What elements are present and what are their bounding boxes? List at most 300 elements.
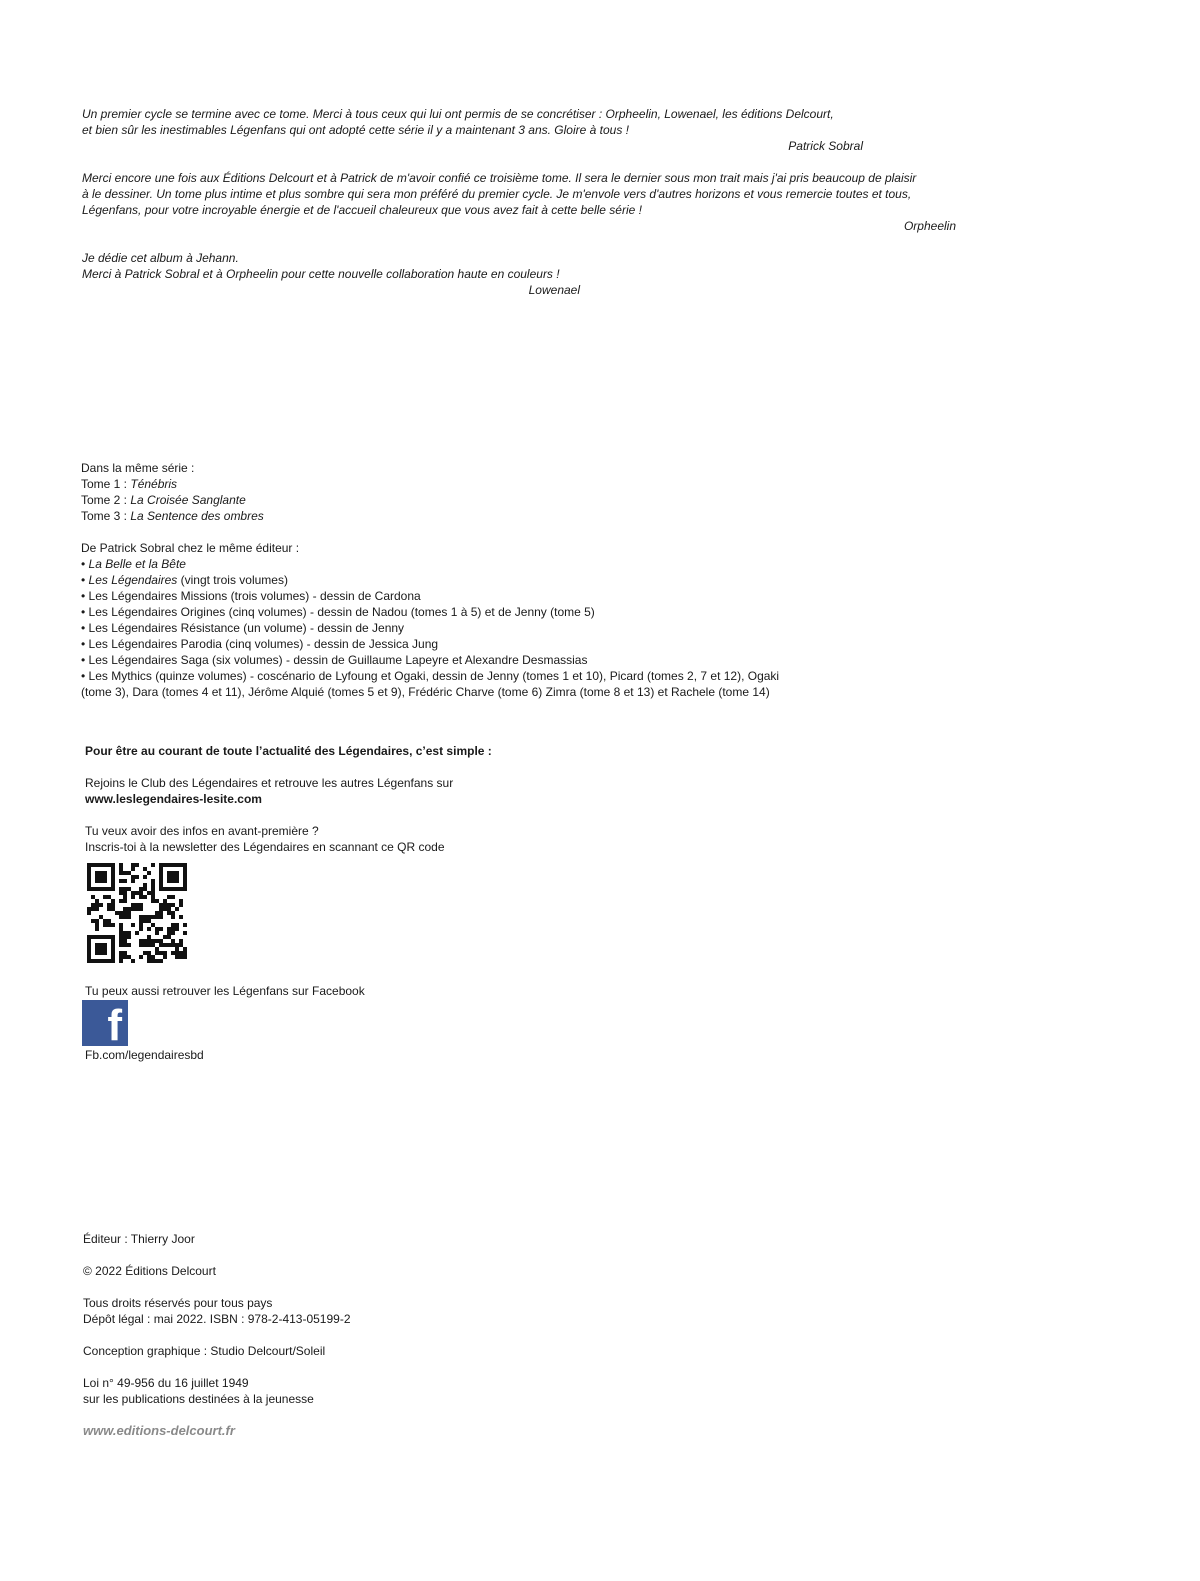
qr-module (103, 879, 107, 883)
qr-module (103, 923, 107, 927)
qr-module (131, 895, 135, 899)
qr-module (175, 947, 179, 951)
qr-module (135, 863, 139, 867)
qr-module (167, 863, 171, 867)
qr-module (87, 955, 91, 959)
works-item (81, 588, 779, 604)
qr-module (151, 915, 155, 919)
bullet: • (81, 653, 89, 667)
qr-module (111, 887, 115, 891)
qr-module (143, 939, 147, 943)
qr-module (107, 959, 111, 963)
qr-module (175, 879, 179, 883)
qr-module (179, 943, 183, 947)
qr-module (139, 955, 143, 959)
qr-module (147, 943, 151, 947)
qr-module (171, 863, 175, 867)
qr-module (103, 875, 107, 879)
qr-module (139, 891, 143, 895)
qr-module (167, 943, 171, 947)
qr-module (107, 903, 111, 907)
qr-module (171, 943, 175, 947)
qr-module (175, 927, 179, 931)
qr-module (111, 867, 115, 871)
qr-module (99, 871, 103, 875)
qr-module (119, 871, 123, 875)
qr-module (111, 899, 115, 903)
qr-module (147, 951, 151, 955)
work-detail: (vingt trois volumes) (177, 573, 288, 587)
dedication-line: à le dessiner. Un tome plus intime et plus sombre qui sera mon préféré du premier cycle. Je m'envole vers d'autres horizons et vous remercie toutes et tous, (82, 187, 912, 201)
bullet: • (81, 589, 89, 603)
qr-module (111, 943, 115, 947)
qr-code-graphic (87, 863, 187, 963)
qr-module (183, 947, 187, 951)
qr-module (119, 891, 123, 895)
colophon-law: Loi n° 49-956 du 16 juillet 1949 (83, 1376, 249, 1390)
qr-module (111, 951, 115, 955)
qr-module (123, 887, 127, 891)
qr-module (171, 911, 175, 915)
qr-module (127, 907, 131, 911)
qr-module (147, 939, 151, 943)
qr-module (159, 871, 163, 875)
qr-module (171, 951, 175, 955)
qr-module (179, 915, 183, 919)
qr-module (123, 891, 127, 895)
qr-module (95, 871, 99, 875)
qr-module (131, 879, 135, 883)
qr-module (95, 887, 99, 891)
qr-module (87, 939, 91, 943)
qr-module (119, 959, 123, 963)
qr-module (103, 863, 107, 867)
qr-module (91, 903, 95, 907)
club-website-link[interactable]: www.leslegendaires-lesite.com (85, 792, 262, 806)
qr-module (163, 899, 167, 903)
qr-module (159, 883, 163, 887)
qr-module (87, 943, 91, 947)
qr-module (167, 931, 171, 935)
qr-module (179, 903, 183, 907)
work-detail: Les Légendaires Parodia (cinq volumes) - dessin de Jessica Jung (88, 637, 439, 651)
qr-module (107, 907, 111, 911)
colophon-law: sur les publications destinées à la jeunesse (83, 1392, 314, 1406)
qr-module (131, 903, 135, 907)
qr-module (155, 911, 159, 915)
qr-module (119, 931, 123, 935)
qr-module (179, 955, 183, 959)
qr-module (111, 959, 115, 963)
qr-module (175, 907, 179, 911)
qr-module (155, 899, 159, 903)
qr-module (175, 943, 179, 947)
qr-module (159, 875, 163, 879)
qr-module (179, 951, 183, 955)
qr-module (151, 943, 155, 947)
work-detail: Les Légendaires Saga (six volumes) - dessin de Guillaume Lapeyre et Alexandre Desmassias (88, 653, 588, 667)
qr-module (151, 887, 155, 891)
spacer (83, 1279, 351, 1295)
qr-module (175, 875, 179, 879)
works-item (81, 572, 779, 588)
spacer (83, 1359, 351, 1375)
qr-module (175, 951, 179, 955)
works-item (81, 556, 779, 572)
tome-title: La Croisée Sanglante (130, 493, 246, 507)
qr-module (111, 955, 115, 959)
qr-module (155, 927, 159, 931)
qr-module (171, 903, 175, 907)
qr-module (183, 883, 187, 887)
qr-module (135, 891, 139, 895)
qr-module (159, 911, 163, 915)
qr-module (159, 915, 163, 919)
qr-module (147, 935, 151, 939)
qr-module (95, 923, 99, 927)
qr-module (91, 895, 95, 899)
qr-module (143, 915, 147, 919)
qr-module (87, 959, 91, 963)
signature-lowenael: Lowenael (528, 283, 580, 297)
bullet: • (81, 669, 89, 683)
qr-module (159, 879, 163, 883)
qr-module (127, 871, 131, 875)
works-item (81, 652, 779, 668)
qr-module (143, 883, 147, 887)
qr-module (111, 883, 115, 887)
qr-module (171, 879, 175, 883)
qr-module (123, 911, 127, 915)
series-tome (81, 492, 264, 508)
qr-module (95, 879, 99, 883)
qr-module (95, 959, 99, 963)
qr-module (167, 879, 171, 883)
qr-module (159, 959, 163, 963)
tome-label: Tome 2 : (81, 493, 131, 507)
qr-module (123, 895, 127, 899)
qr-module (183, 951, 187, 955)
qr-module (119, 863, 123, 867)
qr-module (167, 903, 171, 907)
colophon-copyright: © 2022 Éditions Delcourt (83, 1264, 216, 1278)
qr-module (127, 887, 131, 891)
qr-module (163, 951, 167, 955)
qr-module (163, 943, 167, 947)
bullet: • (81, 621, 89, 635)
qr-module (111, 935, 115, 939)
qr-module (175, 955, 179, 959)
series-heading: Dans la même série : (81, 461, 195, 475)
qr-module (143, 875, 147, 879)
qr-module (91, 919, 95, 923)
qr-module (119, 879, 123, 883)
qr-module (183, 955, 187, 959)
dedication-sobral (82, 106, 882, 154)
qr-module (115, 911, 119, 915)
qr-module (123, 955, 127, 959)
works-item (81, 604, 779, 620)
qr-module (103, 947, 107, 951)
qr-module (139, 939, 143, 943)
qr-module (155, 947, 159, 951)
qr-module (127, 955, 131, 959)
qr-module (87, 887, 91, 891)
facebook-line: Tu peux aussi retrouver les Légenfans sur Facebook (85, 984, 365, 998)
bullet: • (81, 637, 89, 651)
qr-module (131, 959, 135, 963)
bullet: • (81, 605, 89, 619)
qr-module (151, 939, 155, 943)
qr-module (159, 939, 163, 943)
qr-module (103, 951, 107, 955)
qr-module (99, 879, 103, 883)
qr-module (119, 935, 123, 939)
qr-module (179, 863, 183, 867)
qr-module (135, 903, 139, 907)
qr-module (155, 931, 159, 935)
qr-module (95, 907, 99, 911)
qr-module (107, 887, 111, 891)
qr-module (167, 907, 171, 911)
qr-module (143, 943, 147, 947)
qr-module (147, 919, 151, 923)
facebook-link[interactable]: Fb.com/legendairesbd (85, 1048, 204, 1062)
qr-module (131, 923, 135, 927)
qr-module (95, 947, 99, 951)
dedication-line: Merci à Patrick Sobral et à Orpheelin pour cette nouvelle collaboration haute en couleurs ! (82, 267, 560, 281)
qr-module (135, 931, 139, 935)
qr-module (179, 887, 183, 891)
qr-module (139, 943, 143, 947)
qr-module (99, 959, 103, 963)
qr-module (123, 935, 127, 939)
qr-module (99, 875, 103, 879)
qr-module (91, 863, 95, 867)
qr-module (87, 947, 91, 951)
dedication-line: Un premier cycle se termine avec ce tome. Merci à tous ceux qui lui ont permis de se concrétiser : Orpheelin, Lowenael, les éditions Delcourt, (82, 107, 834, 121)
qr-module (127, 915, 131, 919)
qr-module (123, 915, 127, 919)
qr-module (87, 879, 91, 883)
publisher-website-link[interactable]: www.editions-delcourt.fr (83, 1423, 235, 1438)
series-tome (81, 476, 264, 492)
work-detail: Les Légendaires Origines (cinq volumes) - dessin de Nadou (tomes 1 à 5) et de Jenny (tome 5) (88, 605, 595, 619)
qr-module (87, 907, 91, 911)
qr-module (183, 863, 187, 867)
qr-module (111, 939, 115, 943)
qr-module (95, 875, 99, 879)
qr-module (139, 895, 143, 899)
qr-module (159, 907, 163, 911)
qr-module (167, 927, 171, 931)
qr-module (179, 899, 183, 903)
qr-module (95, 927, 99, 931)
qr-module (159, 903, 163, 907)
qr-module (167, 887, 171, 891)
works-heading: De Patrick Sobral chez le même éditeur : (81, 541, 300, 555)
qr-module (111, 871, 115, 875)
qr-module (143, 887, 147, 891)
qr-module (91, 887, 95, 891)
qr-module (91, 935, 95, 939)
tome-label: Tome 3 : (81, 509, 131, 523)
qr-module (99, 903, 103, 907)
colophon-rights: Tous droits réservés pour tous pays (83, 1296, 273, 1310)
qr-module (127, 911, 131, 915)
qr-module (139, 903, 143, 907)
qr-module (87, 867, 91, 871)
qr-module (99, 935, 103, 939)
qr-module (103, 871, 107, 875)
qr-module (111, 863, 115, 867)
qr-module (159, 943, 163, 947)
facebook-letter: f (107, 1001, 122, 1050)
qr-module (99, 947, 103, 951)
colophon (83, 1231, 351, 1407)
works-item (81, 668, 779, 684)
qr-module (171, 895, 175, 899)
qr-module (159, 951, 163, 955)
qr-module (95, 951, 99, 955)
work-detail: Les Mythics (quinze volumes) - coscénario de Lyfoung et Ogaki, dessin de Jenny (tomes 1 et 10), Picard (tomes 2, 7 et 12), Ogaki (88, 669, 780, 683)
qr-module (87, 871, 91, 875)
work-detail: Les Légendaires Missions (trois volumes) - dessin de Cardona (88, 589, 421, 603)
colophon-legal: Dépôt légal : mai 2022. ISBN : 978-2-413-05199-2 (83, 1312, 351, 1326)
author-works (81, 540, 779, 700)
qr-module (151, 959, 155, 963)
qr-module (167, 875, 171, 879)
bullet: • (81, 557, 89, 571)
qr-module (155, 915, 159, 919)
qr-module (123, 951, 127, 955)
qr-module (123, 907, 127, 911)
qr-module (183, 871, 187, 875)
qr-module (167, 895, 171, 899)
qr-module (151, 895, 155, 899)
qr-module (119, 923, 123, 927)
works-item (81, 636, 779, 652)
qr-module (151, 879, 155, 883)
qr-module (175, 863, 179, 867)
qr-module (123, 939, 127, 943)
qr-module (107, 895, 111, 899)
qr-module (159, 867, 163, 871)
club-line: Rejoins le Club des Légendaires et retrouve les autres Légenfans sur (85, 776, 454, 790)
colophon-editor: Éditeur : Thierry Joor (83, 1232, 195, 1246)
qr-module (155, 951, 159, 955)
qr-module (135, 907, 139, 911)
qr-module (111, 907, 115, 911)
qr-module (167, 935, 171, 939)
qr-module (123, 899, 127, 903)
qr-module (183, 887, 187, 891)
qr-module (127, 935, 131, 939)
qr-module (163, 907, 167, 911)
qr-module (155, 939, 159, 943)
qr-module (119, 887, 123, 891)
qr-module (131, 867, 135, 871)
qr-module (131, 891, 135, 895)
qr-module (171, 931, 175, 935)
facebook-icon[interactable] (82, 1000, 128, 1050)
qr-module (119, 915, 123, 919)
qr-module (119, 955, 123, 959)
qr-module (103, 887, 107, 891)
qr-module (95, 919, 99, 923)
works-item (81, 620, 779, 636)
qr-module (123, 931, 127, 935)
qr-module (171, 923, 175, 927)
qr-module (147, 927, 151, 931)
qr-module (183, 879, 187, 883)
qr-module (91, 959, 95, 963)
qr-module (151, 899, 155, 903)
qr-module (103, 959, 107, 963)
qr-module (151, 883, 155, 887)
qr-module (95, 903, 99, 907)
qr-module (151, 891, 155, 895)
qr-module (99, 863, 103, 867)
work-detail: Les Légendaires Résistance (un volume) - dessin de Jenny (88, 621, 405, 635)
qr-module (147, 871, 151, 875)
qr-module (127, 931, 131, 935)
qr-code-icon[interactable] (87, 863, 187, 963)
qr-module (143, 895, 147, 899)
qr-module (99, 943, 103, 947)
qr-module (139, 907, 143, 911)
qr-module (171, 927, 175, 931)
qr-module (163, 863, 167, 867)
qr-module (183, 923, 187, 927)
qr-module (87, 863, 91, 867)
qr-module (107, 935, 111, 939)
signature-sobral: Patrick Sobral (788, 139, 863, 153)
dedication-line: Je dédie cet album à Jehann. (82, 251, 239, 265)
qr-module (143, 867, 147, 871)
qr-module (163, 887, 167, 891)
qr-module (111, 875, 115, 879)
qr-module (171, 915, 175, 919)
qr-module (139, 887, 143, 891)
qr-module (139, 919, 143, 923)
qr-module (95, 943, 99, 947)
qr-module (175, 923, 179, 927)
qr-module (99, 951, 103, 955)
colophon-design: Conception graphique : Studio Delcourt/Soleil (83, 1344, 326, 1358)
work-title: La Belle et la Bête (88, 557, 186, 571)
qr-module (111, 903, 115, 907)
qr-module (183, 867, 187, 871)
dedication-line: et bien sûr les inestimables Légenfans qui ont adopté cette série il y a maintenant 3 ans. Gloire à tous ! (82, 123, 629, 137)
qr-module (99, 915, 103, 919)
qr-module (143, 951, 147, 955)
spacer (83, 1327, 351, 1343)
qr-module (179, 939, 183, 943)
tome-title: Ténébris (130, 477, 178, 491)
signature-orpheelin: Orpheelin (903, 219, 956, 233)
dedication-orpheelin (82, 170, 982, 234)
qr-module (87, 951, 91, 955)
qr-module (139, 927, 143, 931)
series-tome (81, 508, 264, 524)
qr-module (111, 923, 115, 927)
tome-label: Tome 1 : (81, 477, 131, 491)
qr-module (135, 875, 139, 879)
qr-module (111, 879, 115, 883)
qr-module (163, 955, 167, 959)
qr-module (111, 947, 115, 951)
